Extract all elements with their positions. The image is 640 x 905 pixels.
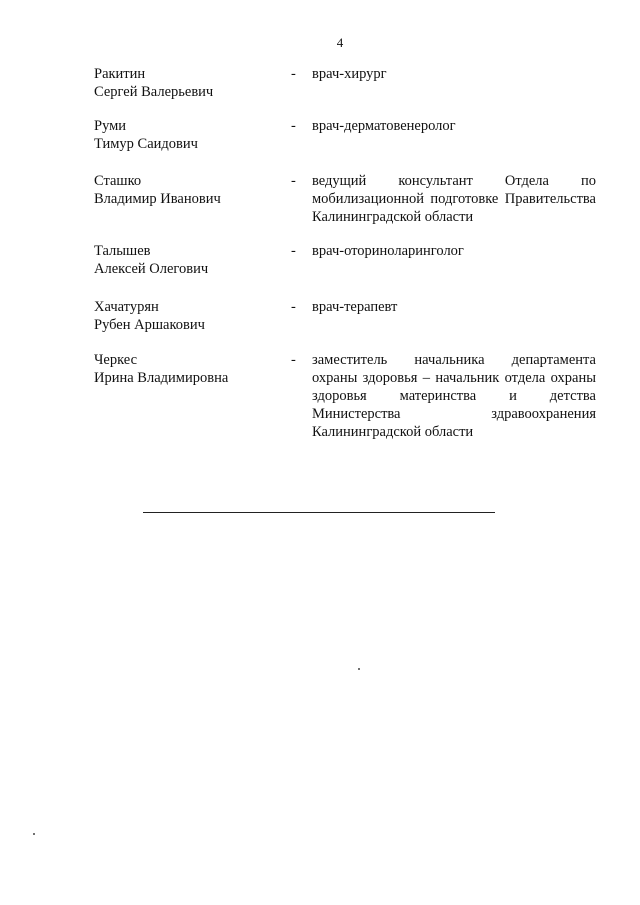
member-position: ведущий консультант Отдела по мобилизационной подготовке Правительства Калининградской области <box>312 173 596 225</box>
member-last-name: Черкес <box>94 352 138 368</box>
member-first-names: Тимур Саидович <box>94 136 198 152</box>
member-position: врач-оториноларинголог <box>312 243 464 259</box>
member-name <box>94 298 284 334</box>
member-dash: - <box>291 352 296 368</box>
member-dash: - <box>291 243 296 259</box>
member-position: врач-хирург <box>312 66 387 82</box>
member-name <box>94 242 284 278</box>
member-position: врач-терапевт <box>312 299 398 315</box>
member-first-names: Сергей Валерьевич <box>94 84 214 100</box>
scan-speck <box>358 668 360 670</box>
member-last-name: Ракитин <box>94 66 146 82</box>
member-dash: - <box>291 173 296 189</box>
member-name <box>94 117 284 153</box>
member-first-names: Рубен Аршакович <box>94 317 205 333</box>
member-first-names: Ирина Владимировна <box>94 370 229 386</box>
member-dash: - <box>291 118 296 134</box>
member-position: заместитель начальника департамента охраны здоровья – начальник отдела охраны здоровья материнства и детства Министерства здравоохранения Калининградской области <box>312 352 596 440</box>
member-first-names: Алексей Олегович <box>94 261 209 277</box>
member-first-names: Владимир Иванович <box>94 191 221 207</box>
member-last-name: Сташко <box>94 173 142 189</box>
member-position: врач-дерматовенеролог <box>312 118 456 134</box>
scan-speck <box>33 833 35 835</box>
member-name <box>94 65 284 101</box>
member-dash: - <box>291 299 296 315</box>
member-last-name: Хачатурян <box>94 299 159 315</box>
member-name <box>94 351 284 387</box>
member-dash: - <box>291 66 296 82</box>
member-name <box>94 172 284 208</box>
page-number: 4 <box>336 35 344 50</box>
member-last-name: Руми <box>94 118 127 134</box>
member-last-name: Талышев <box>94 243 151 259</box>
closing-divider-line <box>143 512 495 513</box>
